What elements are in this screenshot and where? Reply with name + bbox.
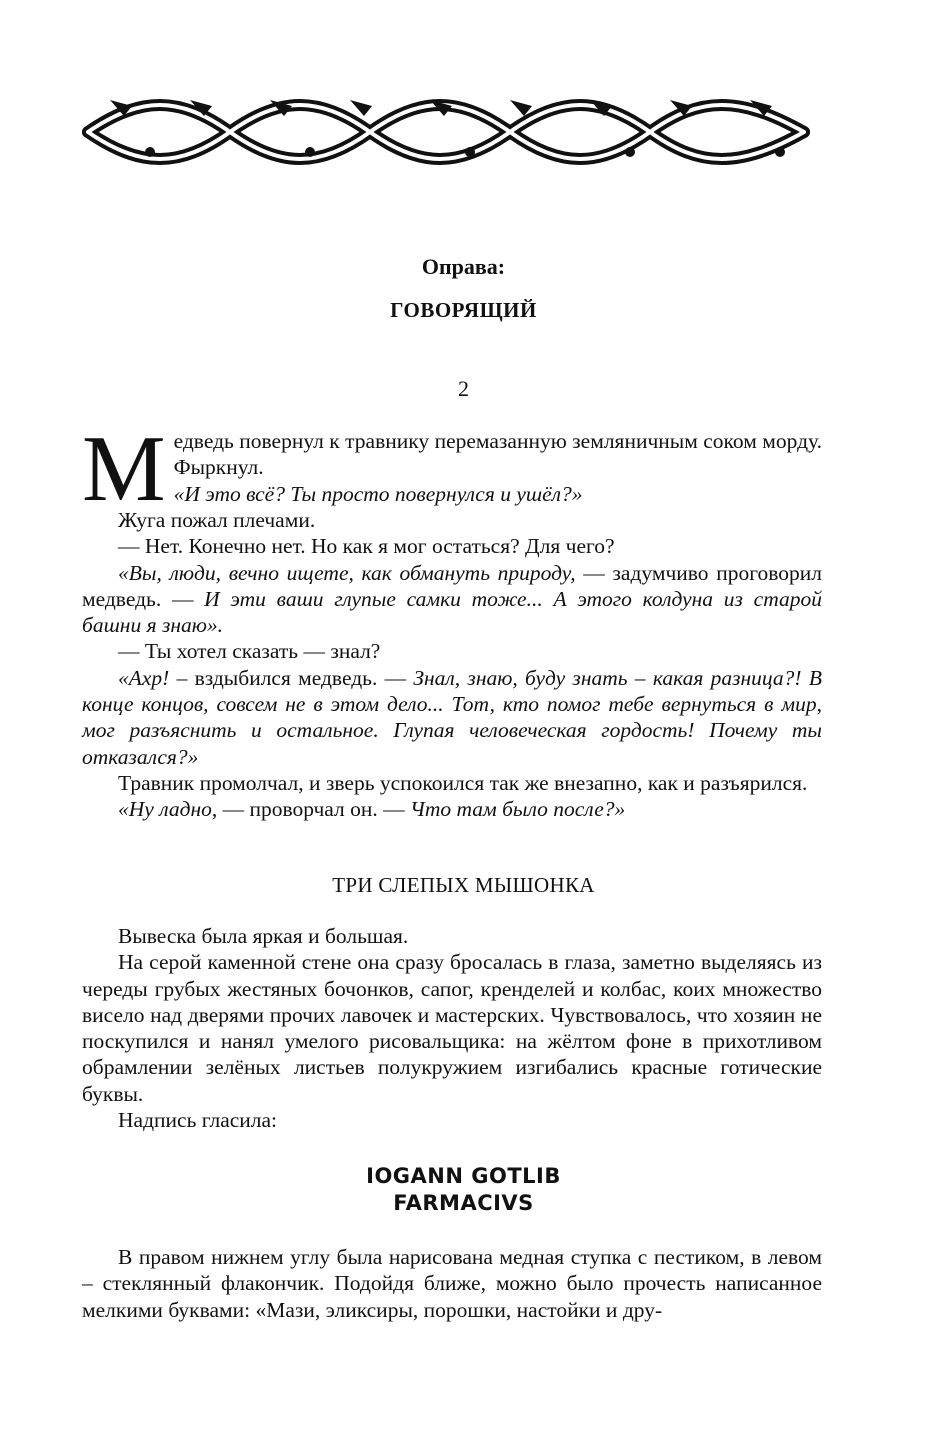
sign-inscription <box>0 1163 927 1217</box>
paragraph: — Нет. Конечно нет. Но как я мог остаться? Для чего? <box>118 534 615 559</box>
section-number: 2 <box>458 376 469 401</box>
sign-line-2: FARMACIVS <box>393 1191 534 1215</box>
paragraph: В правом нижнем углу была нарисована медная ступка с пестиком, в левом – стеклянный флакончик. Подойдя ближе, можно было прочесть написанное мелкими буквами: «Мази, эликсиры, порошки, настойки и дру- <box>82 1245 822 1322</box>
chapter-label: Оправа: <box>421 254 506 279</box>
body-text-part3 <box>82 1244 822 1323</box>
paragraph: «Ну ладно, — проворчал он. — Что там было после?» <box>118 797 626 822</box>
paragraph: «И это всё? Ты просто повернулся и ушёл?» <box>173 481 583 506</box>
paragraph: На серой каменной стене она сразу бросалась в глаза, заметно выделяясь из череды грубых жестяных бочонков, сапог, кренделей и колбас, коих множество висело над дверями прочих лавочек и мастерских. Чувствовалось, что хозяин не поскупился и нанял умелого рисовальщика: на жёлтом фоне в прихотливом обрамлении зелёных листьев полукружием изгибались красные готические буквы. <box>82 950 822 1106</box>
paragraph: Жуга пожал плечами. <box>118 508 316 532</box>
body-text-part1 <box>82 417 822 823</box>
body-text-part2 <box>82 923 822 1133</box>
paragraph: Вывеска была яркая и большая. <box>118 924 409 948</box>
drop-cap: М <box>82 417 166 521</box>
chapter-title: ГОВОРЯЩИЙ <box>390 298 537 322</box>
paragraph: «Вы, люди, вечно ищете, как обмануть природу, — задумчиво проговорил медведь. — И эти ваши глупые самки тоже... А этого колдуна из старой башни я знаю». <box>82 560 822 638</box>
paragraph: Надпись гласила: <box>118 1108 278 1133</box>
paragraph: Медведь повернул к травнику перемазанную земляничным соком морду. Фыркнул. <box>82 417 822 521</box>
section-title: ТРИ СЛЕПЫХ МЫШОНКА <box>332 873 595 897</box>
sign-line-1: IOGANN GOTLIB <box>366 1164 561 1188</box>
paragraph: Травник промолчал, и зверь успокоился так же внезапно, как и разъярился. <box>118 770 808 795</box>
celtic-knot-border-ornament-icon <box>80 92 812 170</box>
paragraph: «Ахр! – вздыбился медведь. — Знал, знаю, буду знать – какая разница?! В конце концов, совсем не в этом дело... Тот, кто помог тебе вернуться в мир, мог разъяснить и остальное. Глупая человеческая гордость! Почему ты отказался?» <box>82 665 822 769</box>
paragraph: — Ты хотел сказать — знал? <box>118 639 381 664</box>
